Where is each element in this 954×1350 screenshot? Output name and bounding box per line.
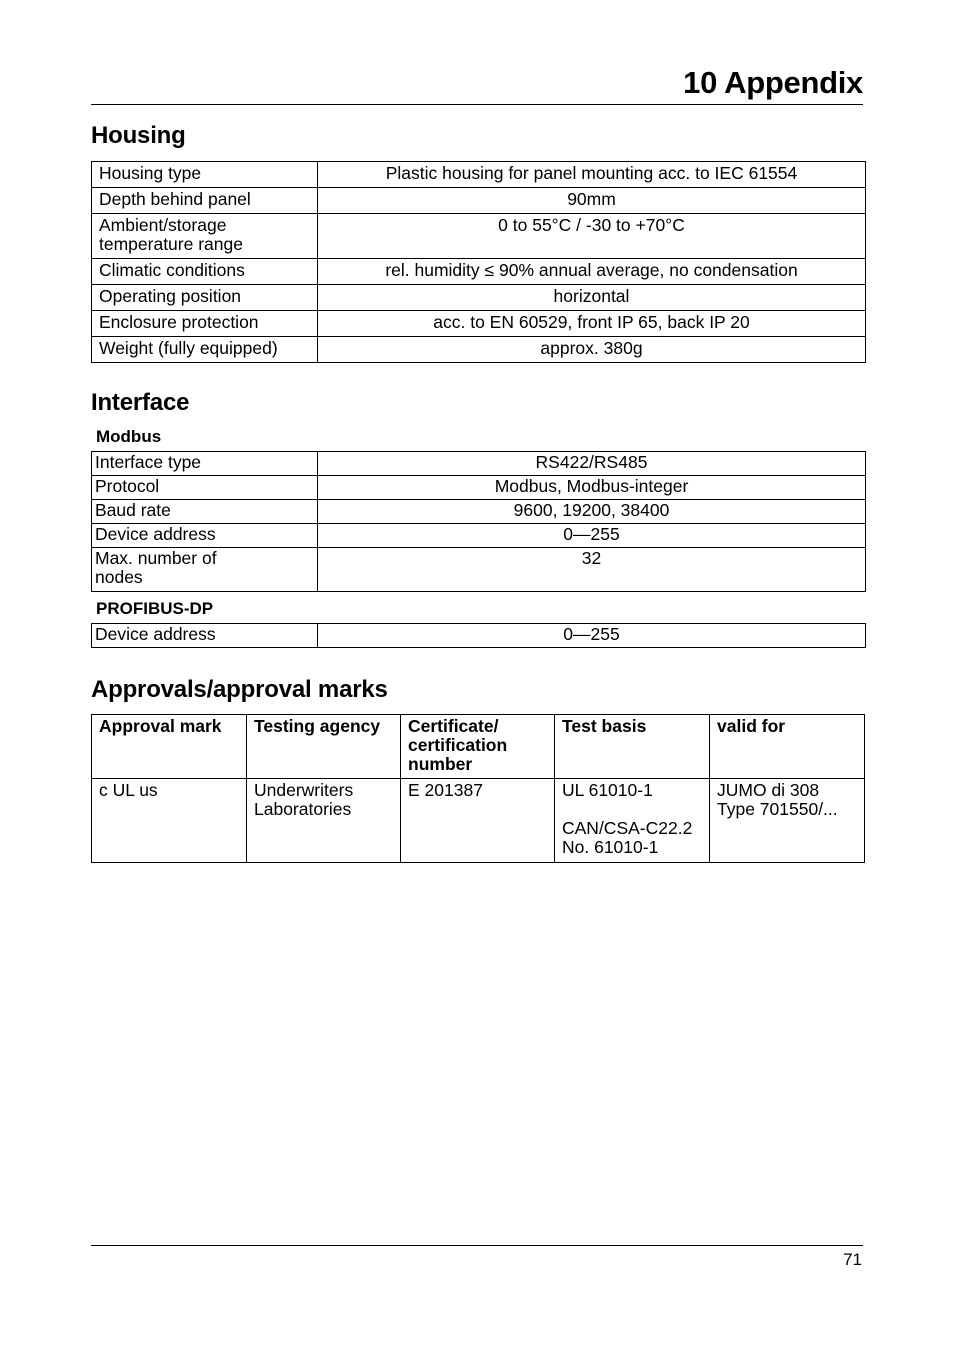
housing-heading: Housing	[91, 122, 186, 149]
row-label: Device address	[92, 524, 318, 548]
modbus-table-body	[92, 452, 866, 592]
modbus-table	[91, 451, 866, 592]
table-row	[92, 452, 866, 476]
approval-mark-cell: c UL us	[92, 779, 247, 863]
test-basis-line: CAN/CSA-C22.2 No. 61010-1	[562, 818, 693, 857]
table-row	[92, 162, 866, 188]
interface-heading: Interface	[91, 389, 190, 416]
page-number: 71	[843, 1250, 862, 1269]
approval-row	[92, 779, 865, 863]
table-row	[92, 188, 866, 214]
row-value: 0 to 55°C / -30 to +70°C	[318, 214, 866, 259]
row-value: 9600, 19200, 38400	[318, 500, 866, 524]
row-label: Max. number of nodes	[92, 548, 318, 592]
page-header	[91, 62, 863, 105]
row-label: Housing type	[92, 162, 318, 188]
test-basis-line: UL 61010-1	[562, 780, 653, 800]
row-value: RS422/RS485	[318, 452, 866, 476]
row-value: 0—255	[318, 624, 866, 648]
column-header: Approval mark	[92, 715, 247, 779]
row-value: 0—255	[318, 524, 866, 548]
testing-agency-cell: Underwriters Laboratories	[247, 779, 401, 863]
table-row	[92, 476, 866, 500]
table-row	[92, 259, 866, 285]
table-row	[92, 337, 866, 363]
table-row	[92, 285, 866, 311]
table-row	[92, 311, 866, 337]
approvals-table	[91, 714, 865, 863]
modbus-subheading: Modbus	[96, 427, 162, 446]
row-value: rel. humidity ≤ 90% annual average, no condensation	[318, 259, 866, 285]
table-row	[92, 500, 866, 524]
profibus-subheading: PROFIBUS-DP	[96, 599, 214, 618]
chapter-title: 10 Appendix	[683, 65, 863, 100]
row-label: Enclosure protection	[92, 311, 318, 337]
housing-table-body	[92, 162, 866, 363]
row-label: Weight (fully equipped)	[92, 337, 318, 363]
row-value: Plastic housing for panel mounting acc. to IEC 61554	[318, 162, 866, 188]
row-value: acc. to EN 60529, front IP 65, back IP 20	[318, 311, 866, 337]
row-label: Interface type	[92, 452, 318, 476]
table-row	[92, 548, 866, 592]
column-header: Certificate/ certification number	[401, 715, 555, 779]
row-label: Protocol	[92, 476, 318, 500]
valid-for-cell: JUMO di 308 Type 701550/...	[710, 779, 865, 863]
row-label: Climatic conditions	[92, 259, 318, 285]
column-header: Testing agency	[247, 715, 401, 779]
row-label: Baud rate	[92, 500, 318, 524]
profibus-table	[91, 623, 866, 648]
approvals-header-row	[92, 715, 865, 779]
column-header: valid for	[710, 715, 865, 779]
row-label: Depth behind panel	[92, 188, 318, 214]
table-row	[92, 624, 866, 648]
table-row	[92, 524, 866, 548]
housing-table	[91, 161, 866, 363]
row-value: 32	[318, 548, 866, 592]
row-value: 90mm	[318, 188, 866, 214]
row-label: Device address	[92, 624, 318, 648]
row-label: Ambient/storage temperature range	[92, 214, 318, 259]
test-basis-cell	[555, 779, 710, 863]
column-header: Test basis	[555, 715, 710, 779]
row-value: Modbus, Modbus-integer	[318, 476, 866, 500]
footer-rule	[91, 1245, 863, 1246]
profibus-table-body	[92, 624, 866, 648]
row-value: horizontal	[318, 285, 866, 311]
certificate-cell: E 201387	[401, 779, 555, 863]
approvals-heading: Approvals/approval marks	[91, 676, 388, 703]
row-value: approx. 380g	[318, 337, 866, 363]
row-label: Operating position	[92, 285, 318, 311]
table-row	[92, 214, 866, 259]
